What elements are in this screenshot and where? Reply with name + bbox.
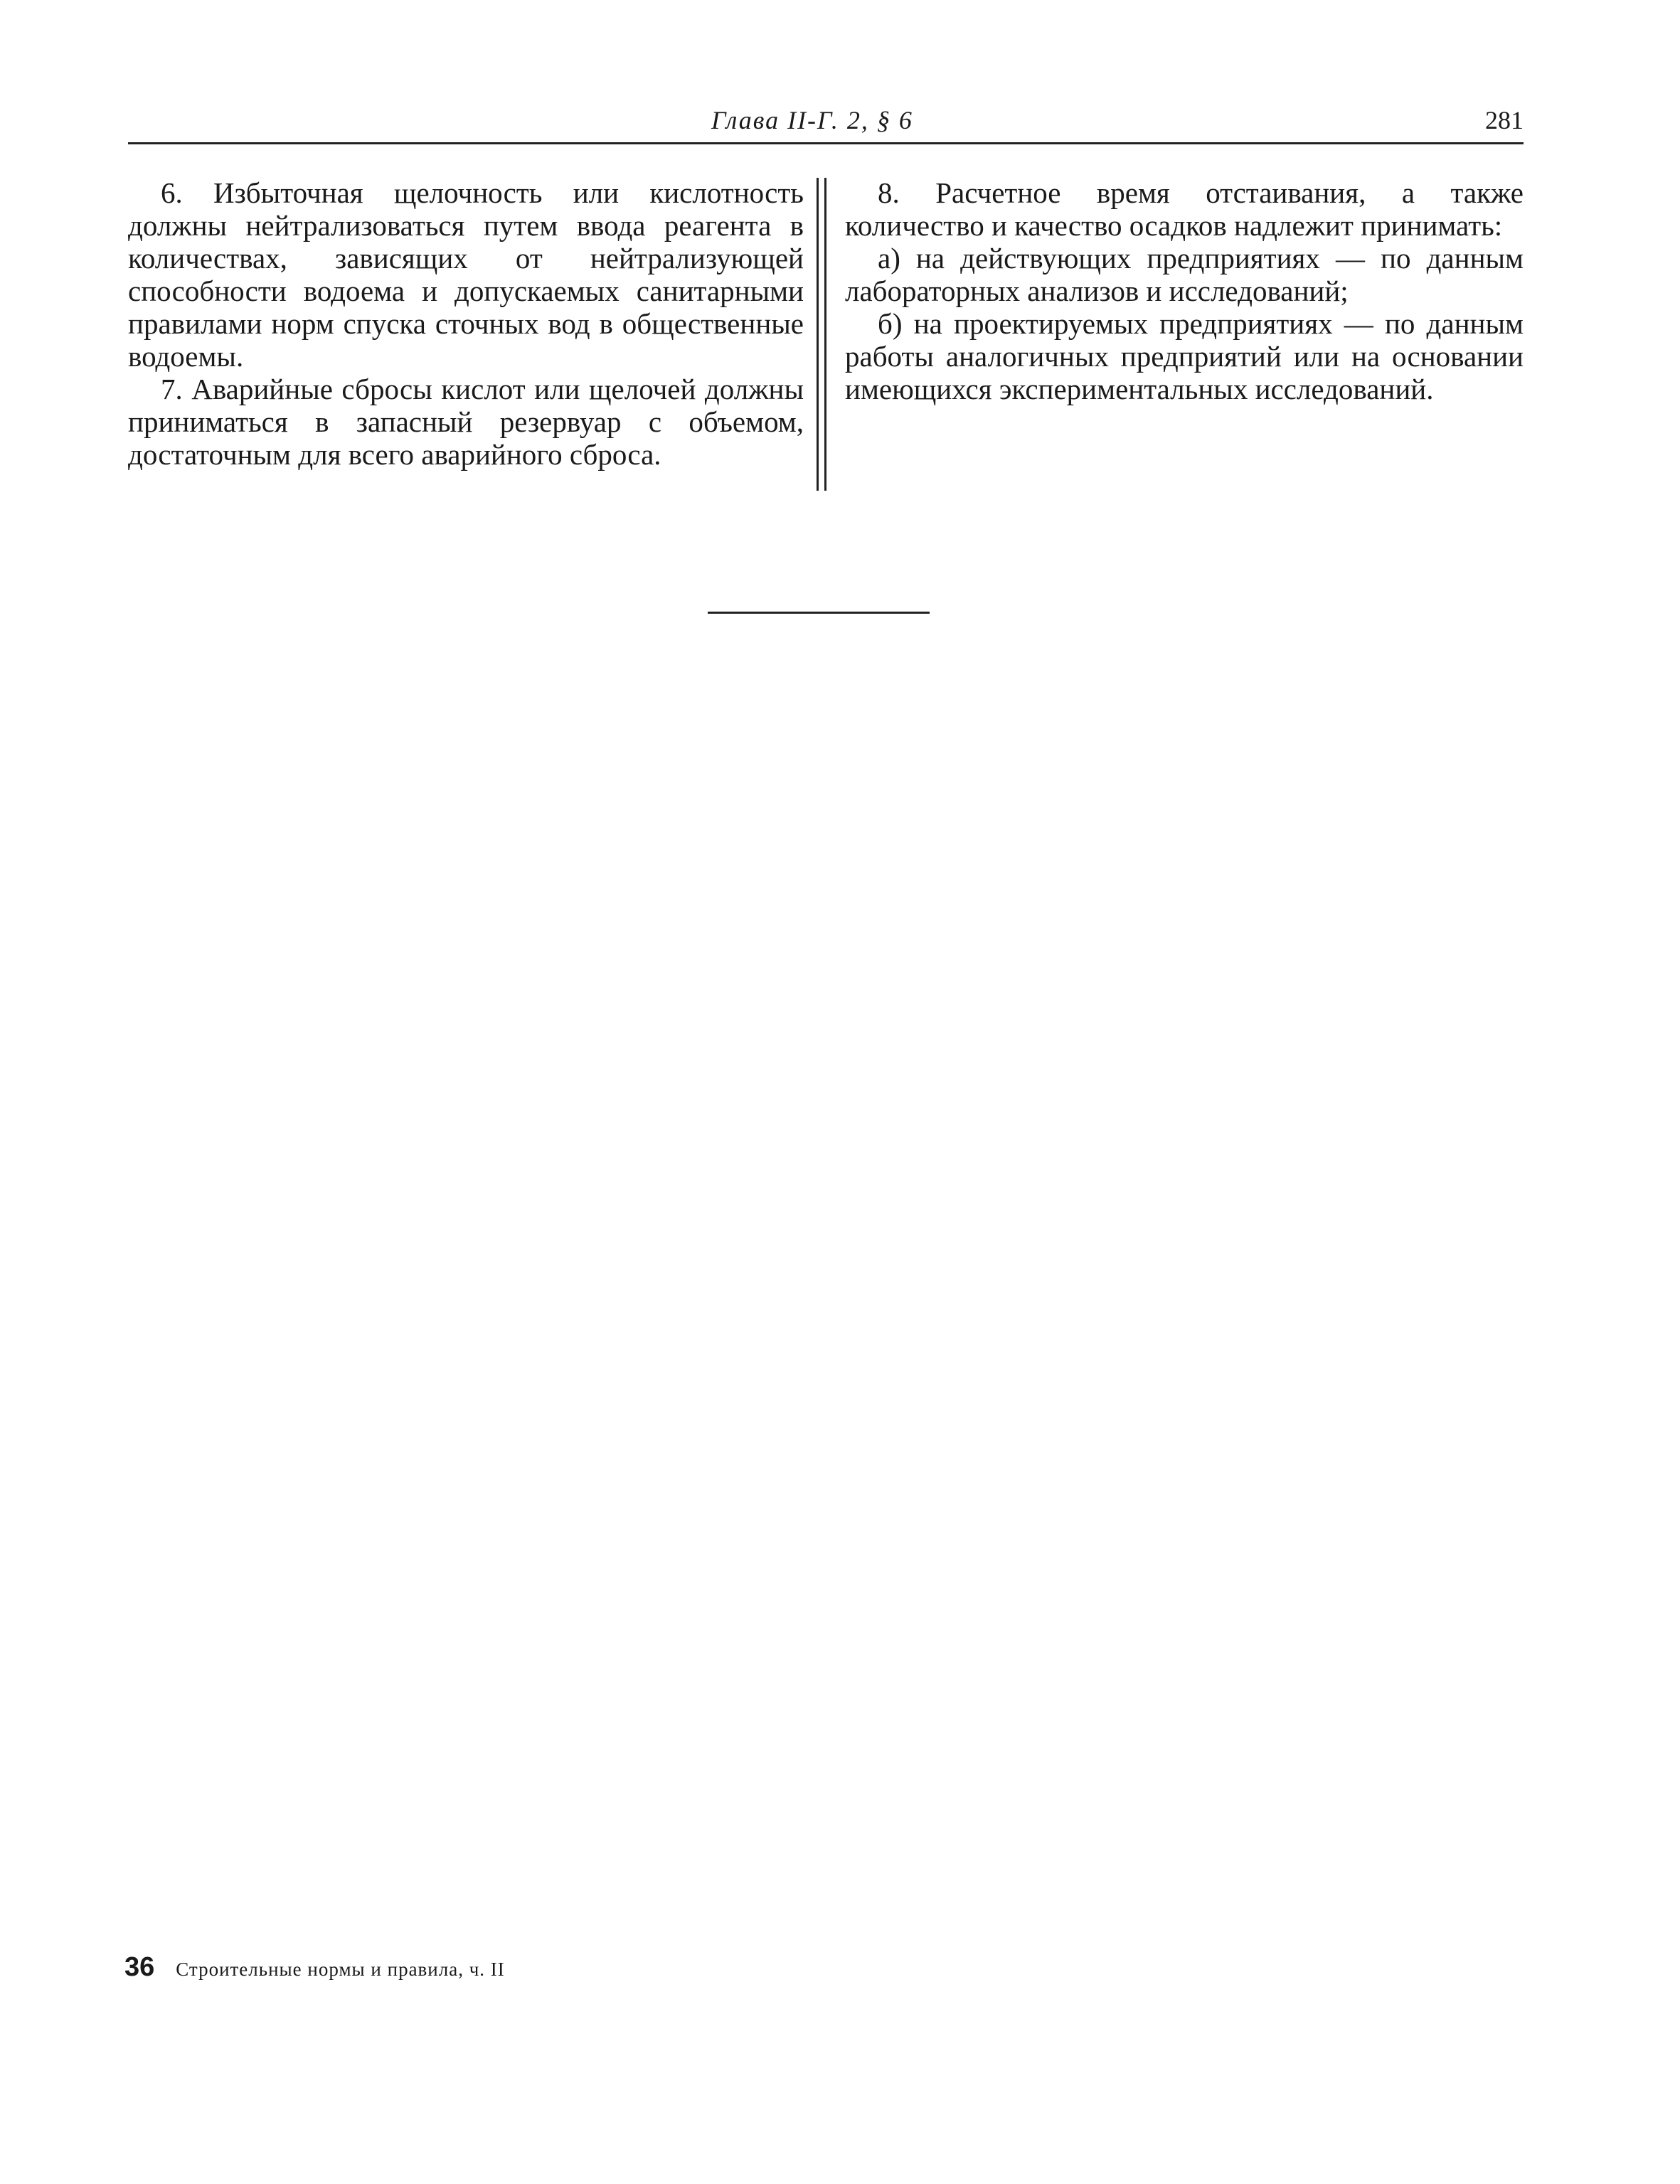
header-rule [128, 142, 1524, 144]
right-column [845, 176, 1524, 405]
paragraph-8: 8. Расчетное время отстаивания, а также количество и качество осадков надлежит принимать: [845, 176, 1524, 242]
column-divider [817, 178, 826, 491]
paragraph-7: 7. Аварийные сбросы кислот или щелочей должны приниматься в запасный резервуар с объемом, достаточным для всего аварийного сброса. [128, 373, 804, 471]
page-header [128, 105, 1524, 142]
paragraph-8a: а) на действующих предприятиях — по данным лабораторных анализов и исследований; [845, 242, 1524, 307]
left-column [128, 176, 804, 471]
footer-publication: Строительные нормы и правила, ч. II [176, 1959, 505, 1980]
paragraph-8b: б) на проектируемых предприятиях — по данным работы аналогичных предприятий или на основании имеющихся экспериментальных исследований. [845, 307, 1524, 405]
chapter-reference: Глава II-Г. 2, § 6 [711, 106, 913, 134]
paragraph-6: 6. Избыточная щелочность или кислотность должны нейтрализоваться путем ввода реагента в количествах, зависящих от нейтрализующей способности водоема и допускаемых санитарными правилами норм спуска сточных вод в общественные водоемы. [128, 176, 804, 373]
page-footer [124, 1952, 505, 1983]
signature-mark: 36 [124, 1952, 155, 1982]
section-end-rule [708, 612, 930, 614]
page-number: 281 [1485, 106, 1524, 134]
